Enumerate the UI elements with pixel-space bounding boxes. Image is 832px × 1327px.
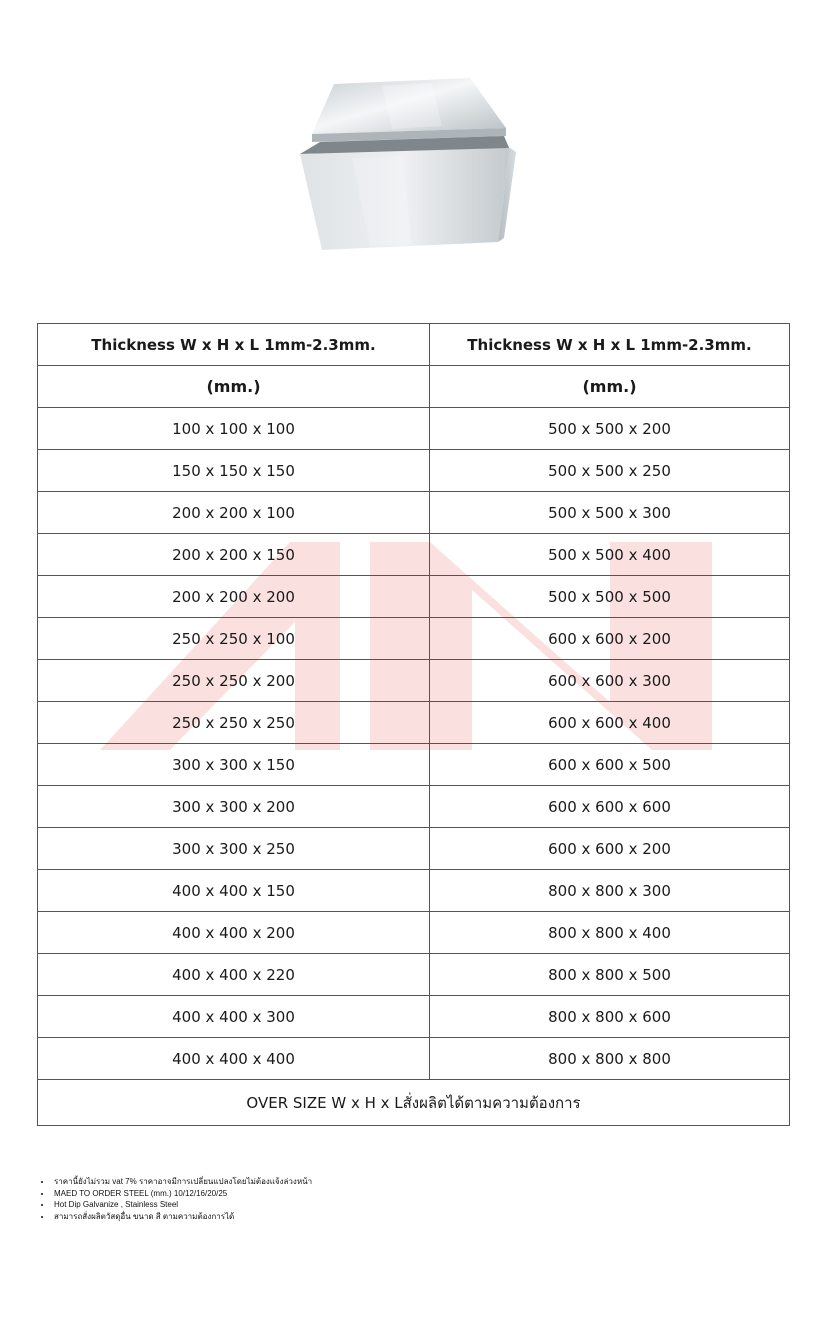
table-cell: 400 x 400 x 200	[38, 912, 430, 954]
header-row	[38, 324, 790, 366]
table-cell: 250 x 250 x 200	[38, 660, 430, 702]
table-cell: 600 x 600 x 500	[430, 744, 790, 786]
table-cell: 600 x 600 x 200	[430, 828, 790, 870]
table-row	[38, 954, 790, 996]
table-cell: 200 x 200 x 200	[38, 576, 430, 618]
table-row	[38, 702, 790, 744]
unit-label-right: (mm.)	[430, 366, 790, 408]
table-row	[38, 576, 790, 618]
table-row	[38, 618, 790, 660]
notes-list	[38, 1176, 312, 1222]
table-row	[38, 744, 790, 786]
table-cell: 150 x 150 x 150	[38, 450, 430, 492]
table-cell: 800 x 800 x 800	[430, 1038, 790, 1080]
table-cell: 250 x 250 x 250	[38, 702, 430, 744]
table-cell: 600 x 600 x 300	[430, 660, 790, 702]
table-cell: 400 x 400 x 220	[38, 954, 430, 996]
note-item: • ราคานี้ยังไม่รวม vat 7% ราคาอาจมีการเปลี่ยนแปลงโดยไม่ต้องแจ้งล่วงหน้า	[52, 1176, 312, 1188]
note-item: • Hot Dip Galvanize , Stainless Steel	[52, 1199, 312, 1211]
size-table	[37, 323, 790, 1126]
table-cell: 400 x 400 x 150	[38, 870, 430, 912]
table-cell: 200 x 200 x 100	[38, 492, 430, 534]
table-row	[38, 828, 790, 870]
table-cell: 500 x 500 x 500	[430, 576, 790, 618]
galvanized-steel-box-icon	[292, 78, 524, 256]
note-item: • MAED TO ORDER STEEL (mm.) 10/12/16/20/25	[52, 1188, 312, 1200]
table-cell: 300 x 300 x 200	[38, 786, 430, 828]
table-cell: 400 x 400 x 300	[38, 996, 430, 1038]
table-cell: 300 x 300 x 150	[38, 744, 430, 786]
oversize-note: OVER SIZE W x H x Lสั่งผลิตได้ตามความต้องการ	[38, 1080, 790, 1126]
table-row	[38, 786, 790, 828]
table-cell: 800 x 800 x 600	[430, 996, 790, 1038]
table-cell: 800 x 800 x 300	[430, 870, 790, 912]
table-cell: 500 x 500 x 250	[430, 450, 790, 492]
column-header-right: Thickness W x H x L 1mm-2.3mm.	[430, 324, 790, 366]
unit-label-left: (mm.)	[38, 366, 430, 408]
table-row	[38, 492, 790, 534]
table-row	[38, 1038, 790, 1080]
table-cell: 800 x 800 x 500	[430, 954, 790, 996]
table-cell: 500 x 500 x 200	[430, 408, 790, 450]
table-cell: 300 x 300 x 250	[38, 828, 430, 870]
table-row	[38, 450, 790, 492]
table-row	[38, 534, 790, 576]
table-row	[38, 996, 790, 1038]
table-cell: 250 x 250 x 100	[38, 618, 430, 660]
table-cell: 600 x 600 x 200	[430, 618, 790, 660]
oversize-row	[38, 1080, 790, 1126]
table-cell: 800 x 800 x 400	[430, 912, 790, 954]
table-cell: 500 x 500 x 300	[430, 492, 790, 534]
table-cell: 400 x 400 x 400	[38, 1038, 430, 1080]
table-row	[38, 870, 790, 912]
unit-row	[38, 366, 790, 408]
table-row	[38, 408, 790, 450]
table-cell: 600 x 600 x 600	[430, 786, 790, 828]
note-item: • สามารถสั่งผลิตวัสดุอื่น ขนาด สี ตามความต้องการได้	[52, 1211, 312, 1223]
table-cell: 100 x 100 x 100	[38, 408, 430, 450]
table-cell: 500 x 500 x 400	[430, 534, 790, 576]
table-row	[38, 912, 790, 954]
table-cell: 600 x 600 x 400	[430, 702, 790, 744]
column-header-left: Thickness W x H x L 1mm-2.3mm.	[38, 324, 430, 366]
table-row	[38, 660, 790, 702]
table-cell: 200 x 200 x 150	[38, 534, 430, 576]
